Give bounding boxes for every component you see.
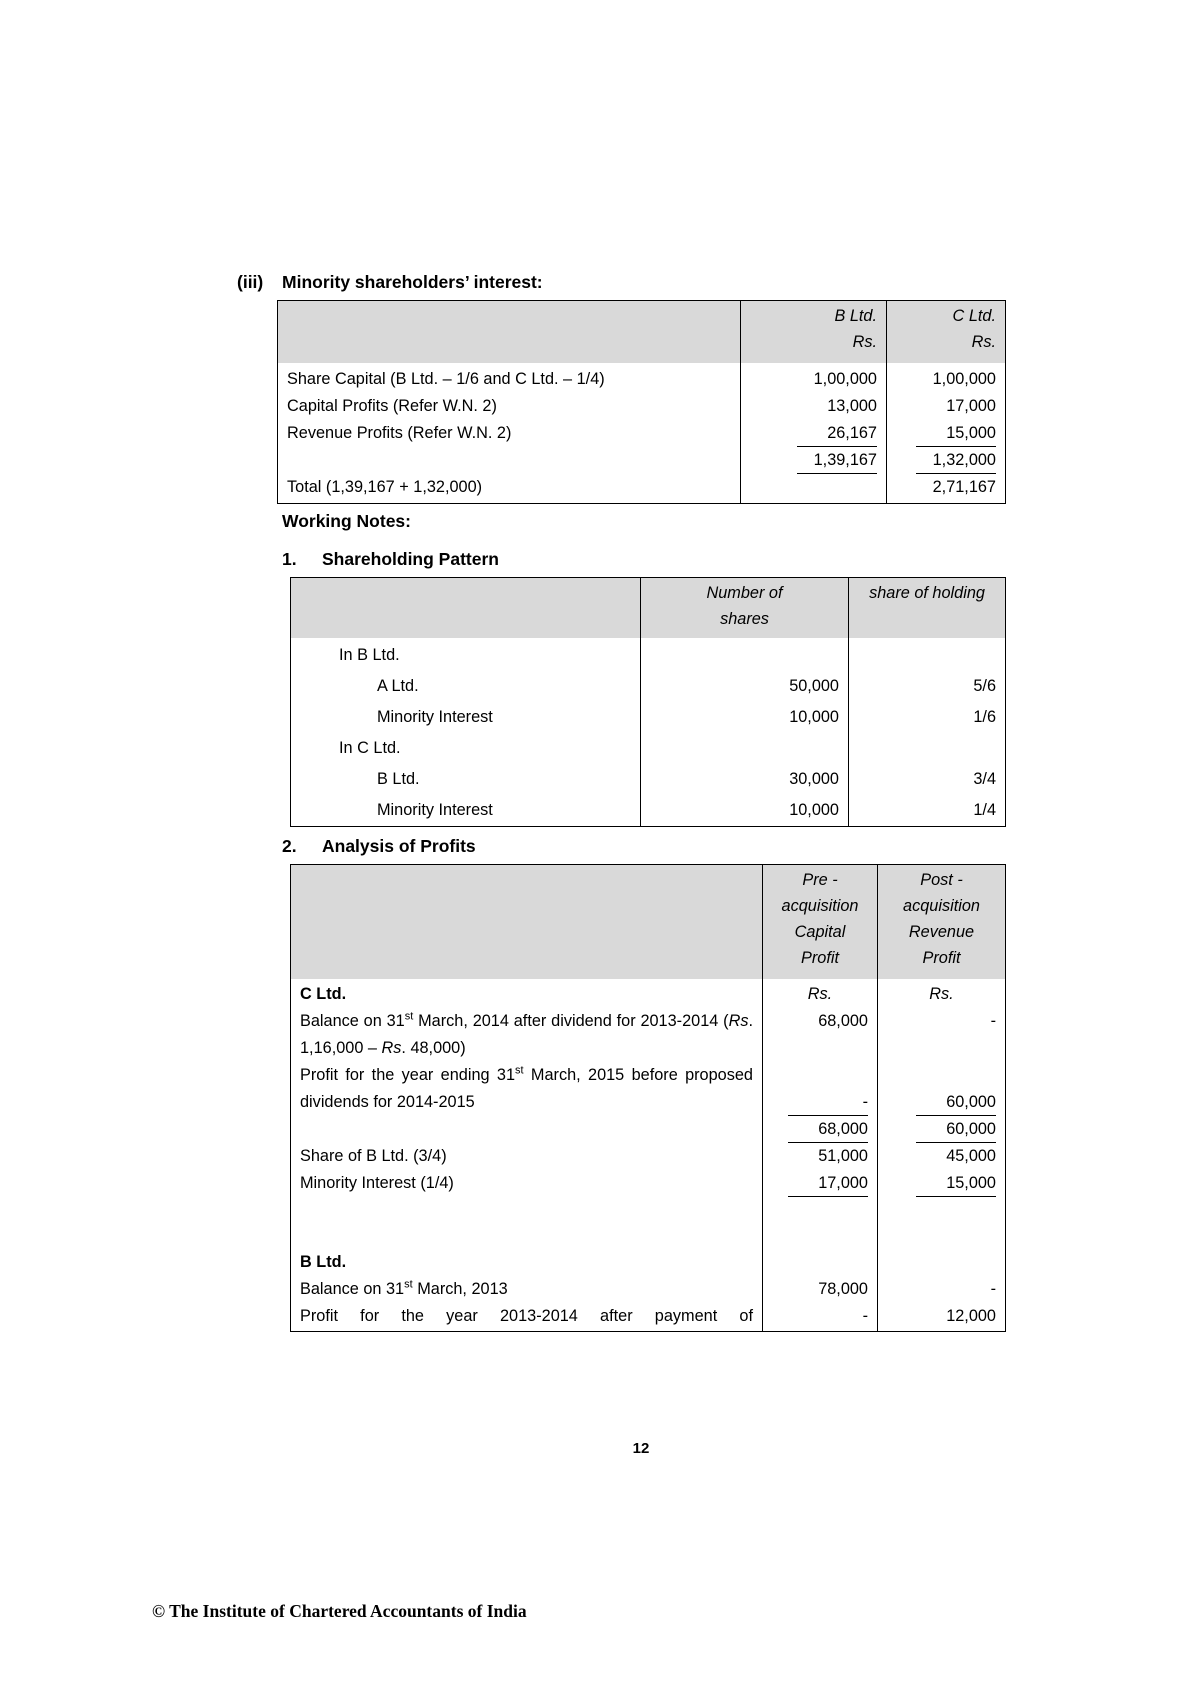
underlined-value: 60,000 xyxy=(916,1090,996,1116)
section-heading-marker: (iii) xyxy=(237,272,264,292)
label-cell xyxy=(291,1276,763,1303)
table-row xyxy=(291,764,1006,795)
header-post-acquisition: acquisition xyxy=(903,897,980,915)
value-cell: - xyxy=(878,1008,1006,1062)
underlined-value: 60,000 xyxy=(916,1117,996,1143)
label-cell: Share Capital (B Ltd. – 1/6 and C Ltd. – 1/4) xyxy=(278,363,741,393)
header-shares: shares xyxy=(720,610,769,628)
value-cell xyxy=(887,420,1006,447)
header-pre: Pre - xyxy=(802,871,838,889)
section-heading xyxy=(237,272,543,293)
table-row xyxy=(291,1276,1006,1303)
header-cltd: C Ltd. xyxy=(952,307,996,325)
table-row xyxy=(278,474,1006,504)
label-text: March, 2015 before proposed dividends for 2014-2015 xyxy=(300,1066,753,1111)
note1-title: Shareholding Pattern xyxy=(322,549,499,569)
value-cell: 1,00,000 xyxy=(741,363,887,393)
value-cell xyxy=(641,638,849,671)
table-row xyxy=(291,979,1006,1008)
header-pre-acquisition: acquisition xyxy=(781,897,859,915)
header-capital-profit: Profit xyxy=(800,949,839,967)
value-cell xyxy=(878,1062,1006,1116)
label-cell: Share of B Ltd. (3/4) xyxy=(291,1143,763,1170)
rs-inline: Rs xyxy=(728,1012,749,1030)
underlined-value: 15,000 xyxy=(916,1171,996,1197)
header-bltd-rs: Rs. xyxy=(852,333,877,351)
value-cell xyxy=(878,1197,1006,1249)
label-text: . 1,16,000 – xyxy=(300,1012,753,1057)
page-number: 12 xyxy=(632,1440,650,1457)
table-header-row xyxy=(278,301,1006,364)
table-row xyxy=(291,1143,1006,1170)
value-cell xyxy=(849,638,1006,671)
table-row xyxy=(278,420,1006,447)
rs-label: Rs. xyxy=(929,985,954,1003)
table-header-row xyxy=(291,578,1006,639)
label-cell: Revenue Profits (Refer W.N. 2) xyxy=(278,420,741,447)
value-cell: 45,000 xyxy=(878,1143,1006,1170)
analysis-of-profits-table xyxy=(290,864,1006,1332)
working-notes-heading: Working Notes: xyxy=(282,511,411,531)
rs-inline: Rs xyxy=(381,1039,402,1057)
label-cell: Capital Profits (Refer W.N. 2) xyxy=(278,393,741,420)
superscript-st: st xyxy=(515,1064,524,1077)
value-cell xyxy=(878,1116,1006,1143)
value-cell xyxy=(763,1197,878,1249)
value-cell: - xyxy=(763,1303,878,1332)
rs-label: Rs. xyxy=(807,985,833,1003)
value-cell: 50,000 xyxy=(641,671,849,702)
superscript-st: st xyxy=(404,1010,414,1023)
header-revenue: Revenue xyxy=(908,923,975,941)
label-cell xyxy=(291,1197,763,1249)
label-cell: In B Ltd. xyxy=(291,638,641,671)
header-cell-empty xyxy=(291,865,763,980)
label-text: Balance on 31 xyxy=(300,1280,405,1298)
header-cell-empty xyxy=(291,578,641,639)
note1-number: 1. xyxy=(282,549,297,569)
label-cell xyxy=(291,1062,763,1116)
value-cell: 78,000 xyxy=(763,1276,878,1303)
label-cell: Minority Interest xyxy=(291,795,641,827)
label-text: . 48,000) xyxy=(401,1039,466,1057)
table-row xyxy=(291,1008,1006,1062)
value-cell xyxy=(887,447,1006,474)
value-cell xyxy=(641,733,849,764)
label-cell xyxy=(291,1116,763,1143)
underlined-value: 68,000 xyxy=(788,1117,868,1143)
table-row xyxy=(278,393,1006,420)
value-cell: 1/6 xyxy=(849,702,1006,733)
label-cell: Profit for the year 2013-2014 after payment of xyxy=(291,1303,763,1332)
shareholding-pattern-table xyxy=(290,577,1006,827)
label-cell: Minority Interest xyxy=(291,702,641,733)
header-number-of: Number of xyxy=(706,584,783,602)
table-row xyxy=(278,447,1006,474)
value-cell: - xyxy=(878,1276,1006,1303)
section-heading-text: Minority shareholders’ interest: xyxy=(282,272,543,292)
label-cell: B Ltd. xyxy=(291,764,641,795)
value-cell: 1,00,000 xyxy=(887,363,1006,393)
underlined-value: 1,39,167 xyxy=(797,448,877,474)
label-cell: C Ltd. xyxy=(291,979,763,1008)
value-cell: 10,000 xyxy=(641,795,849,827)
header-capital: Capital xyxy=(794,923,846,941)
header-bltd: B Ltd. xyxy=(834,307,877,325)
value-cell: 3/4 xyxy=(849,764,1006,795)
table-row xyxy=(291,1249,1006,1276)
value-cell: 5/6 xyxy=(849,671,1006,702)
table-row xyxy=(291,795,1006,827)
header-cell-post-acquisition xyxy=(878,865,1006,980)
value-cell xyxy=(878,979,1006,1008)
note1-heading xyxy=(282,549,499,570)
header-cell-empty xyxy=(278,301,741,364)
value-cell: 17,000 xyxy=(887,393,1006,420)
header-cell-cltd xyxy=(887,301,1006,364)
value-cell xyxy=(741,447,887,474)
header-cltd-rs: Rs. xyxy=(971,333,996,351)
value-cell: 1/4 xyxy=(849,795,1006,827)
value-cell xyxy=(763,979,878,1008)
underlined-value: 26,167 xyxy=(797,421,877,447)
header-post: Post - xyxy=(920,871,963,889)
table-row xyxy=(291,1116,1006,1143)
value-cell: 2,71,167 xyxy=(887,474,1006,504)
value-cell xyxy=(763,1249,878,1276)
header-cell-shares xyxy=(641,578,849,639)
label-cell: A Ltd. xyxy=(291,671,641,702)
value-cell: 12,000 xyxy=(878,1303,1006,1332)
label-cell: Minority Interest (1/4) xyxy=(291,1170,763,1197)
superscript-st: st xyxy=(404,1278,413,1291)
value-cell: 10,000 xyxy=(641,702,849,733)
underlined-value: 1,32,000 xyxy=(916,448,996,474)
minority-interest-table xyxy=(277,300,1006,504)
value-cell xyxy=(878,1249,1006,1276)
value-cell xyxy=(763,1116,878,1143)
value-cell xyxy=(763,1062,878,1116)
table-row xyxy=(291,733,1006,764)
label-text: March, 2013 xyxy=(412,1280,508,1298)
table-row xyxy=(291,1303,1006,1332)
table-row xyxy=(291,1170,1006,1197)
value-cell: 13,000 xyxy=(741,393,887,420)
underlined-value: - xyxy=(788,1090,868,1116)
underlined-value: 15,000 xyxy=(916,421,996,447)
note2-number: 2. xyxy=(282,836,297,856)
table-row xyxy=(291,1062,1006,1116)
table-row-blank xyxy=(291,1197,1006,1249)
value-cell xyxy=(763,1170,878,1197)
note2-heading xyxy=(282,836,476,857)
value-cell xyxy=(741,420,887,447)
value-cell xyxy=(878,1170,1006,1197)
header-cell-holding: share of holding xyxy=(849,578,1006,639)
value-cell: 30,000 xyxy=(641,764,849,795)
label-text: Balance on 31 xyxy=(300,1012,405,1030)
header-cell-bltd xyxy=(741,301,887,364)
table-row xyxy=(291,702,1006,733)
header-cell-pre-acquisition xyxy=(763,865,878,980)
label-cell xyxy=(278,447,741,474)
table-row xyxy=(291,638,1006,671)
label-text: March, 2014 after dividend for 2013-2014 ( xyxy=(413,1012,729,1030)
value-cell: 68,000 xyxy=(763,1008,878,1062)
underlined-value: 17,000 xyxy=(788,1171,868,1197)
table-header-row xyxy=(291,865,1006,980)
value-cell xyxy=(849,733,1006,764)
note2-title: Analysis of Profits xyxy=(322,836,476,856)
table-row xyxy=(291,671,1006,702)
value-cell: 51,000 xyxy=(763,1143,878,1170)
label-text: Profit for the year ending 31 xyxy=(300,1066,516,1084)
label-cell: B Ltd. xyxy=(291,1249,763,1276)
label-cell: In C Ltd. xyxy=(291,733,641,764)
value-cell xyxy=(741,474,887,504)
copyright-footer: © The Institute of Chartered Accountants of India xyxy=(152,1601,527,1621)
header-revenue-profit: Profit xyxy=(922,949,961,967)
label-cell: Total (1,39,167 + 1,32,000) xyxy=(278,474,741,504)
label-cell xyxy=(291,1008,763,1062)
table-row xyxy=(278,363,1006,393)
